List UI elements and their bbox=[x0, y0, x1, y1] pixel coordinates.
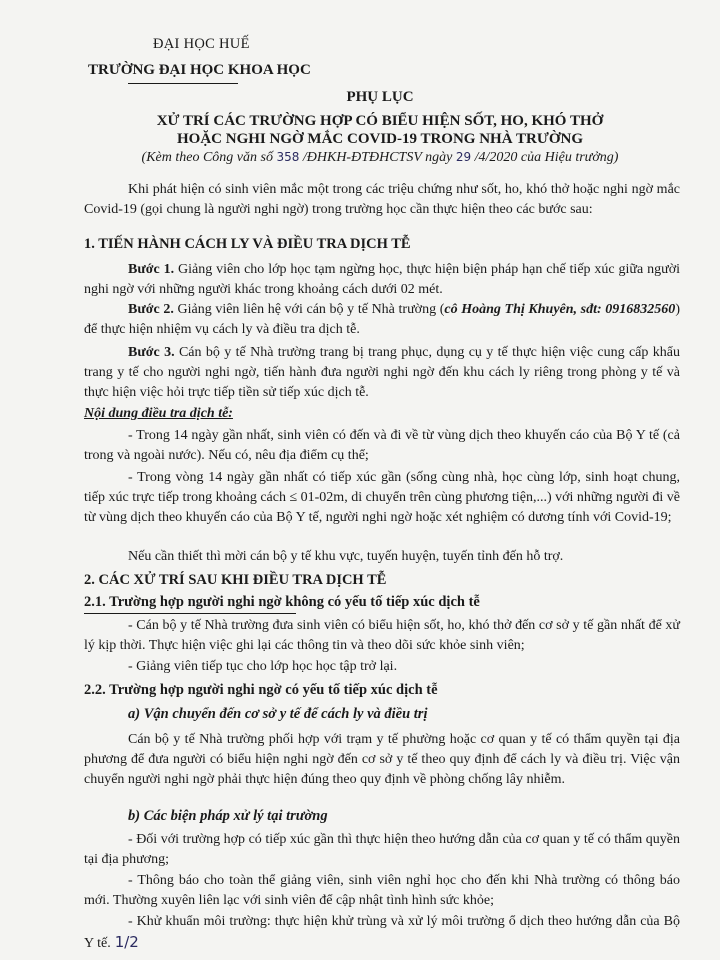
handwritten-document-number: 358 bbox=[276, 150, 300, 164]
section-2-2-b-heading: b) Các biện pháp xử lý tại trường bbox=[128, 808, 328, 824]
university-name: ĐẠI HỌC HUẾ bbox=[153, 36, 250, 52]
document-title-line-1: XỬ TRÍ CÁC TRƯỜNG HỢP CÓ BIỂU HIỆN SỐT, HO, KHÓ THỞ bbox=[156, 113, 604, 129]
reference-prefix: (Kèm theo Công văn số bbox=[141, 150, 277, 165]
investigation-heading: Nội dung điều tra dịch tễ: bbox=[84, 406, 233, 421]
intro-paragraph: Khi phát hiện có sinh viên mắc một trong các triệu chứng như sốt, ho, khó thở hoặc nghi ngờ mắc Covid-19 (gọi chung là người nghi ngờ) trong trường học cần thực hiện theo các bước sau: bbox=[84, 182, 680, 217]
medical-contact: cô Hoàng Thị Khuyên, sđt: 0916832560 bbox=[444, 302, 676, 317]
section-2-2-b-item-3: - Khử khuẩn môi trường: thực hiện khử trùng và xử lý môi trường ổ dịch theo hướng dẫn của Bộ Y tế. 1/2 bbox=[84, 914, 680, 951]
school-name: TRƯỜNG ĐẠI HỌC KHOA HỌC bbox=[88, 62, 311, 78]
section-2-2-b-item-2: - Thông báo cho toàn thể giảng viên, sinh viên nghỉ học cho đến khi Nhà trường có thông báo mới. Thường xuyên liên lạc với sinh viên để cập nhật tình hình sức khỏe; bbox=[84, 873, 680, 908]
section-1-heading: 1. TIẾN HÀNH CÁCH LY VÀ ĐIỀU TRA DỊCH TỄ bbox=[84, 236, 411, 252]
section-2-heading: 2. CÁC XỬ TRÍ SAU KHI ĐIỀU TRA DỊCH TỄ bbox=[84, 572, 387, 588]
appendix-title: PHỤ LỤC bbox=[346, 89, 414, 105]
section-2-2-b-item-1: - Đối với trường hợp có tiếp xúc gần thì thực hiện theo hướng dẫn của cơ quan y tế có thẩm quyền tại địa phương; bbox=[84, 832, 680, 867]
section-2-2-heading: 2.2. Trường hợp người nghi ngờ có yếu tố tiếp xúc dịch tễ bbox=[84, 682, 438, 698]
document-title bbox=[60, 112, 700, 148]
step-1-text: Giảng viên cho lớp học tạm ngừng học, thực hiện biện pháp hạn chế tiếp xúc giữa người nghi ngờ với những người khác trong khoảng cách dưới 02 mét. bbox=[84, 262, 680, 297]
section-2-1-item-1: - Cán bộ y tế Nhà trường đưa sinh viên có biểu hiện sốt, ho, khó thở đến cơ sở y tế gần nhất để xử lý kịp thời. Thực hiện việc ghi lại các thông tin và theo dõi sức khỏe sinh viên; bbox=[84, 618, 680, 653]
step-2-end: ) để thực hiện nhiệm vụ cách ly và điều tra dịch tễ. bbox=[84, 302, 680, 337]
step-3-text: Cán bộ y tế Nhà trường trang bị trang phục, dụng cụ y tế thực hiện việc cung cấp khẩu trang y tế cho người nghi ngờ, tiến hành đưa người nghi ngờ đến khu cách ly riêng trong phòng y tế và thực hiện việc hỏi trực tiếp tiền sử tiếp xúc dịch tễ. bbox=[84, 345, 680, 400]
document-title-line-2: HOẶC NGHI NGỜ MẮC COVID-19 TRONG NHÀ TRƯỜNG bbox=[177, 131, 583, 147]
step-2-label: Bước 2. bbox=[128, 302, 174, 317]
header-underline bbox=[128, 83, 238, 84]
investigation-item-1: - Trong 14 ngày gần nhất, sinh viên có đến và đi về từ vùng dịch theo khuyến cáo của Bộ Y tế (cả trong và ngoài nước). Nếu có, nêu địa điểm cụ thể; bbox=[84, 428, 680, 463]
section-2-2-a-heading: a) Vận chuyển đến cơ sở y tế để cách ly và điều trị bbox=[128, 706, 428, 722]
handwritten-day: 29 bbox=[455, 150, 472, 164]
step-2-text: Giảng viên liên hệ với cán bộ y tế Nhà trường ( bbox=[173, 302, 445, 317]
reference-middle: /ĐHKH-ĐTĐHCTSV ngày bbox=[299, 150, 456, 165]
step-1-paragraph bbox=[84, 260, 680, 300]
document-reference bbox=[60, 150, 700, 166]
section-2-1-underline bbox=[84, 613, 296, 614]
handwritten-page-mark: 1/2 bbox=[114, 933, 139, 951]
section-2-1-heading: 2.1. Trường hợp người nghi ngờ không có yếu tố tiếp xúc dịch tễ bbox=[84, 594, 480, 610]
reference-suffix: /4/2020 của Hiệu trưởng) bbox=[471, 150, 619, 165]
step-2-paragraph bbox=[84, 300, 680, 340]
step-1-label: Bước 1. bbox=[128, 262, 175, 277]
investigation-item-2: - Trong vòng 14 ngày gần nhất có tiếp xúc gần (sống cùng nhà, học cùng lớp, sinh hoạt chung, tiếp xúc trực tiếp trong khoảng cách ≤ 01-02m, di chuyển trên cùng phương tiện,...) với những người đi về từ vùng dịch theo khuyến cáo của Bộ Y tế, người nghi ngờ hoặc xét nghiệm có dương tính với Covid-19; bbox=[84, 470, 681, 525]
section-2-1-item-2: - Giảng viên tiếp tục cho lớp học học tập trở lại. bbox=[128, 659, 398, 674]
support-paragraph: Nếu cần thiết thì mời cán bộ y tế khu vực, tuyến huyện, tuyến tỉnh đến hỗ trợ. bbox=[128, 549, 564, 564]
step-3-label: Bước 3. bbox=[128, 345, 175, 360]
section-2-2-a-paragraph: Cán bộ y tế Nhà trường phối hợp với trạm y tế phường hoặc cơ quan y tế có thẩm quyền tại địa phương để đưa người có biểu hiện nghi ngờ đến cơ sở y tế theo quy định để cách ly và điều trị. Việc vận chuyển người nghi ngờ phải thực hiện đúng theo quy định về phòng chống lây nhiễm. bbox=[84, 732, 680, 787]
step-3-paragraph bbox=[84, 343, 680, 403]
